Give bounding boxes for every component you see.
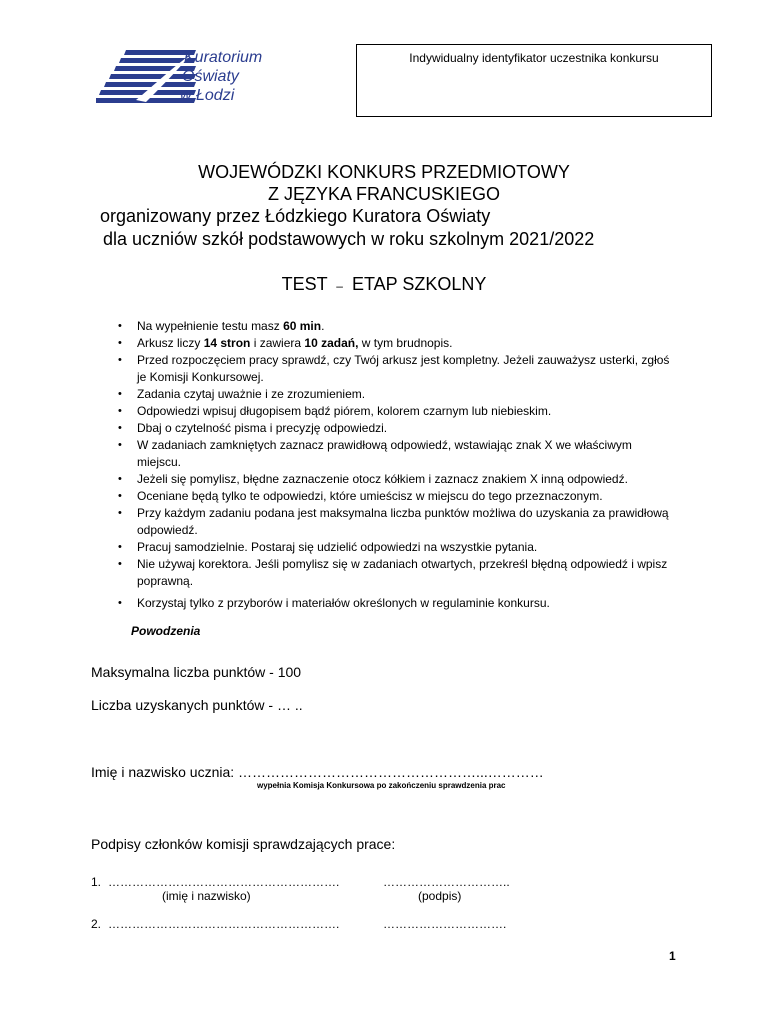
instruction-item: • Zadania czytaj uważnie i ze zrozumieniem.: [118, 386, 678, 403]
student-name-field[interactable]: [91, 764, 544, 780]
name-caption: (imię i nazwisko): [162, 889, 251, 903]
signature-row-2-name-field[interactable]: ………………………………………………….: [108, 917, 340, 931]
signature-row-2-number: 2.: [91, 917, 102, 931]
instruction-item: • Na wypełnienie testu masz 60 min.: [118, 318, 678, 335]
instruction-item: • Arkusz liczy 14 stron i zawiera 10 zadań, w tym brudnopis.: [118, 335, 678, 352]
instructions-list: [118, 318, 678, 612]
instruction-item: • Jeżeli się pomylisz, błędne zaznaczenie otocz kółkiem i zaznacz znakiem X inną odpowiedź.: [118, 471, 678, 488]
instruction-item: • Przy każdym zadaniu podana jest maksymalna liczba punktów możliwa do uzyskania za prawidłową odpowiedź.: [118, 505, 678, 539]
instruction-item: • W zadaniach zamkniętych zaznacz prawidłową odpowiedź, wstawiając znak X we właściwym miejscu.: [118, 437, 678, 471]
signature-row-1-sign-field[interactable]: …………………………..: [383, 875, 510, 889]
instruction-item: • Pracuj samodzielnie. Postaraj się udzielić odpowiedzi na wszystkie pytania.: [118, 539, 678, 556]
student-name-dots[interactable]: ……………………………………………...…………: [234, 764, 544, 780]
instruction-item: • Nie używaj korektora. Jeśli pomylisz się w zadaniach otwartych, przekreśl błędną odpowiedź i wpisz poprawną.: [118, 556, 678, 590]
contest-title-line2: Z JĘZYKA FRANCUSKIEGO: [267, 184, 501, 204]
signature-row-1-name-field[interactable]: ………………………………………………….: [108, 875, 340, 889]
test-stage-title: [0, 274, 768, 295]
signature-row-2-sign-field[interactable]: ………………………….: [383, 917, 507, 931]
student-name-label: Imię i nazwisko ucznia:: [91, 764, 235, 780]
good-luck-text: Powodzenia: [131, 624, 201, 638]
stage-label: ETAP SZKOLNY: [352, 274, 487, 294]
signature-row-1-number: 1.: [91, 875, 102, 889]
participant-id-box[interactable]: [356, 44, 712, 117]
test-label: TEST: [281, 274, 328, 294]
signatures-heading: Podpisy członków komisji sprawdzających prace:: [91, 836, 396, 852]
sign-caption: (podpis): [418, 889, 462, 903]
test-dash: –: [336, 279, 343, 293]
max-points: Maksymalna liczba punktów - 100: [91, 664, 302, 680]
instruction-item: • Oceniane będą tylko te odpowiedzi, które umieścisz w miejscu do tego przeznaczonym.: [118, 488, 678, 505]
instruction-item: • Dbaj o czytelność pisma i precyzję odpowiedzi.: [118, 420, 678, 437]
participant-id-label: Indywidualny identyfikator uczestnika konkursu: [409, 51, 659, 65]
kuratorium-logo: [96, 48, 274, 110]
page-number: 1: [669, 949, 676, 963]
instruction-item: • Przed rozpoczęciem pracy sprawdź, czy Twój arkusz jest kompletny. Jeżeli zauważysz usterki, zgłoś je Komisji Konkursowej.: [118, 352, 678, 386]
instruction-item: • Odpowiedzi wpisuj długopisem bądź piórem, kolorem czarnym lub niebieskim.: [118, 403, 678, 420]
logo-text-line1: Kuratorium: [184, 49, 263, 66]
instruction-item: • Korzystaj tylko z przyborów i materiałów określonych w regulaminie konkursu.: [118, 595, 678, 612]
contest-audience: dla uczniów szkół podstawowych w roku szkolnym 2021/2022: [103, 229, 595, 249]
logo-text-line3: w Łodzi: [180, 87, 235, 104]
logo-text-line2: Oświaty: [182, 68, 239, 85]
contest-title-line1: WOJEWÓDZKI KONKURS PRZEDMIOTOWY: [198, 162, 570, 182]
commission-note: wypełnia Komisja Konkursowa po zakończeniu sprawdzenia prac: [257, 781, 506, 790]
obtained-points[interactable]: Liczba uzyskanych punktów - … ..: [91, 697, 303, 713]
contest-organizer: organizowany przez Łódzkiego Kuratora Oświaty: [100, 206, 491, 226]
